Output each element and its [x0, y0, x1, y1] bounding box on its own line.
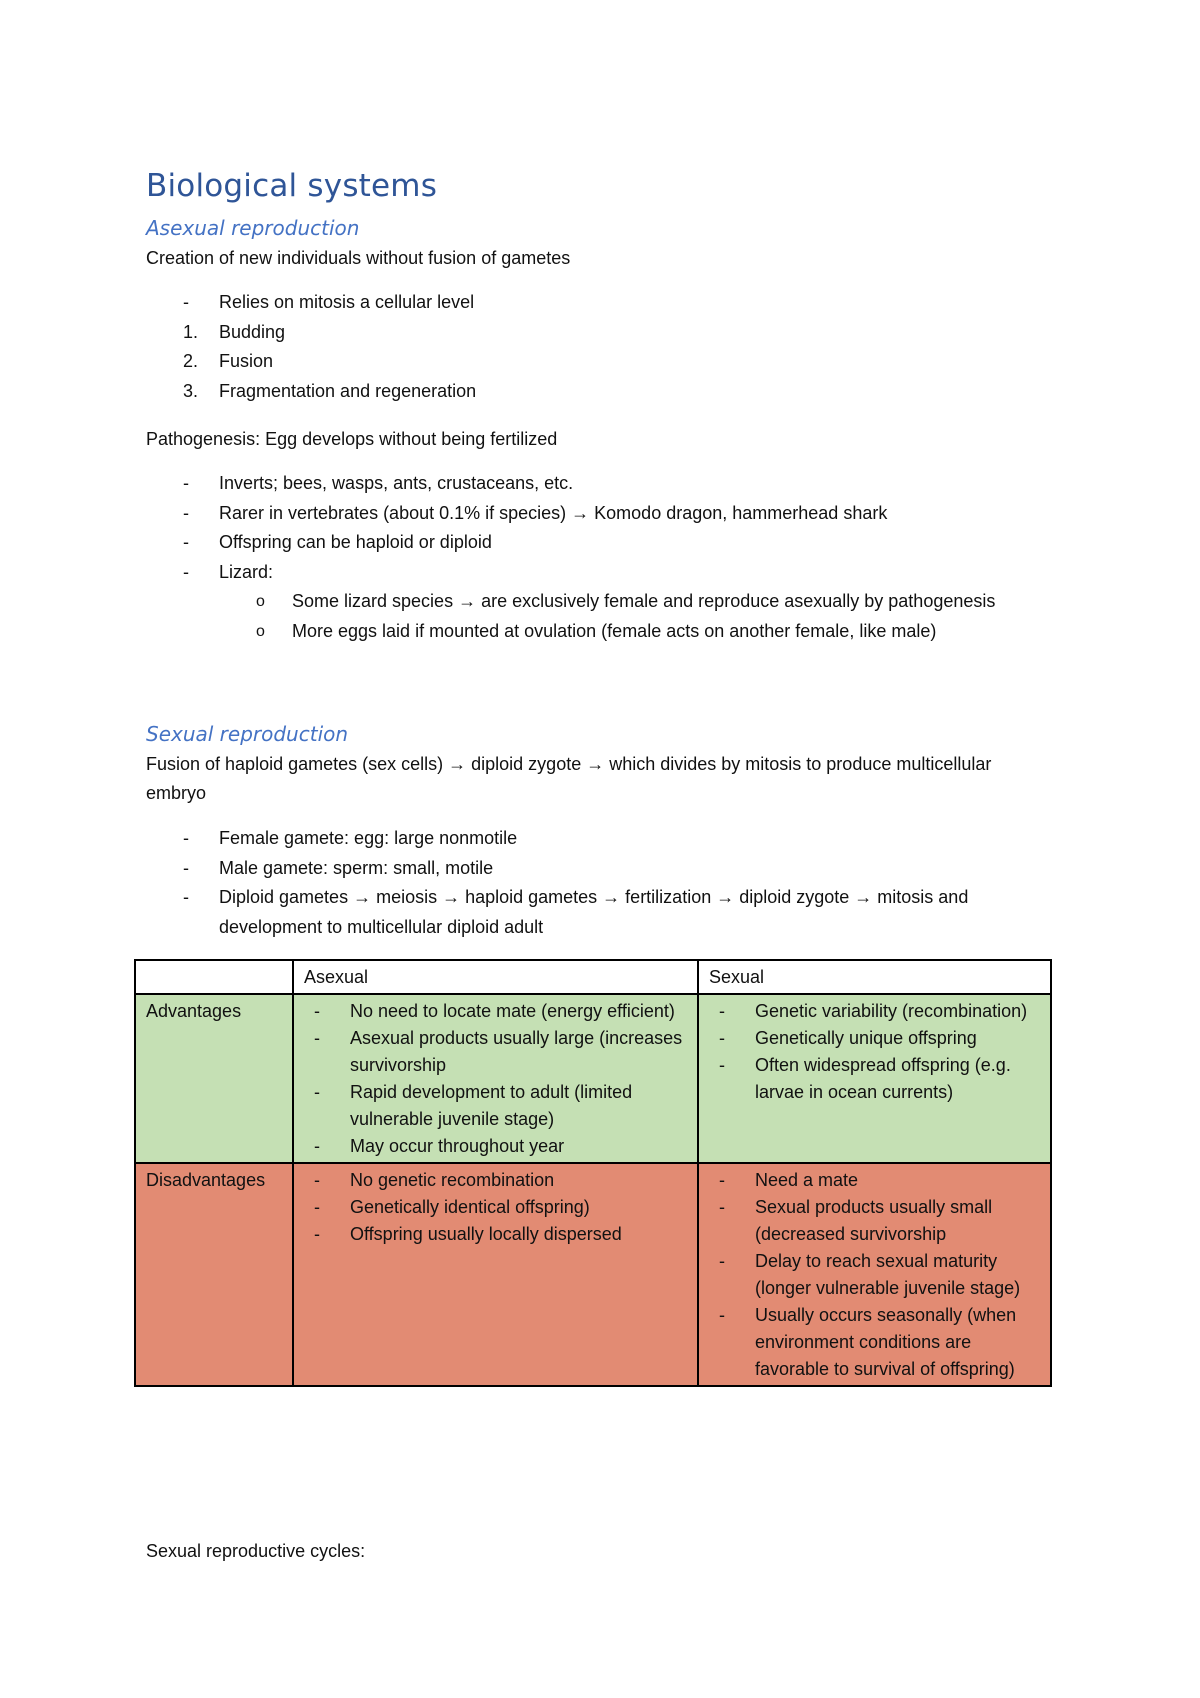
table-header-row — [135, 960, 1051, 994]
sexual-heading: Sexual reproduction — [146, 722, 349, 746]
page-title: Biological systems — [146, 168, 438, 204]
row-header-advantages: Advantages — [135, 994, 293, 1163]
col-header-sexual: Sexual — [698, 960, 1051, 994]
list-item: - Genetically unique offspring — [719, 1028, 977, 1048]
sexual-definition: Fusion of haploid gametes (sex cells) → diploid zygote → which divides by mitosis to produce multicellular embryo — [146, 754, 992, 803]
list-item: - Female gamete: egg: large nonmotile — [183, 828, 518, 848]
comparison-table — [134, 959, 1052, 1387]
list-item: 3. Fragmentation and regeneration — [183, 380, 477, 401]
list-item: - May occur throughout year — [314, 1136, 565, 1156]
cell-adv-asexual — [293, 994, 698, 1163]
list-item: - Delay to reach sexual maturity (longer vulnerable juvenile stage) — [719, 1251, 1021, 1298]
sub-list-item: o Some lizard species → are exclusively female and reproduce asexually by pathogenesis — [256, 591, 996, 611]
pathogenesis-definition: Pathogenesis: Egg develops without being fertilized — [146, 429, 558, 449]
sub-list-item: o More eggs laid if mounted at ovulation (female acts on another female, like male) — [256, 620, 937, 641]
list-item: - Offspring usually locally dispersed — [314, 1224, 622, 1244]
row-header-disadvantages: Disadvantages — [135, 1163, 293, 1386]
sexual-list — [0, 824, 1200, 942]
pathogenesis-list — [0, 469, 1200, 646]
table-row-advantages — [135, 994, 1051, 1163]
asexual-definition: Creation of new individuals without fusion of gametes — [146, 248, 571, 268]
cell-dis-asexual — [293, 1163, 698, 1386]
list-item: - Rarer in vertebrates (about 0.1% if species) → Komodo dragon, hammerhead shark — [183, 502, 888, 523]
table-row-disadvantages — [135, 1163, 1051, 1386]
list-item: - Male gamete: sperm: small, motile — [183, 857, 494, 878]
list-item: - Diploid gametes → meiosis → haploid gametes → fertilization → diploid zygote → mitosis and development to multicellular diploid adult — [183, 887, 969, 937]
list-item: - Often widespread offspring (e.g. larvae in ocean currents) — [719, 1055, 1011, 1102]
table-corner-cell — [135, 960, 293, 994]
list-item: - Genetic variability (recombination) — [719, 1001, 1028, 1021]
list-item: - Sexual products usually small (decreased survivorship — [719, 1197, 993, 1244]
cell-dis-sexual — [698, 1163, 1051, 1386]
list-item: - No genetic recombination — [314, 1170, 555, 1190]
asexual-list — [0, 288, 1200, 406]
list-item: - Asexual products usually large (increases survivorship — [314, 1028, 683, 1075]
asexual-heading: Asexual reproduction — [146, 216, 360, 240]
list-item: - Lizard: — [183, 561, 274, 582]
list-item: - Usually occurs seasonally (when environment conditions are favorable to survival of offspring) — [719, 1305, 1017, 1379]
list-item: 2. Fusion — [183, 351, 274, 371]
col-header-asexual: Asexual — [293, 960, 698, 994]
list-item: - No need to locate mate (energy efficient) — [314, 1001, 675, 1021]
list-item: - Relies on mitosis a cellular level — [183, 292, 475, 312]
cell-adv-sexual — [698, 994, 1051, 1163]
list-item: - Genetically identical offspring) — [314, 1197, 590, 1217]
list-item: - Need a mate — [719, 1170, 859, 1190]
list-item: - Inverts; bees, wasps, ants, crustaceans, etc. — [183, 473, 574, 493]
list-item: - Rapid development to adult (limited vulnerable juvenile stage) — [314, 1082, 633, 1129]
list-item: 1. Budding — [183, 321, 286, 342]
list-item: - Offspring can be haploid or diploid — [183, 532, 492, 552]
cycles-label: Sexual reproductive cycles: — [146, 1541, 366, 1561]
